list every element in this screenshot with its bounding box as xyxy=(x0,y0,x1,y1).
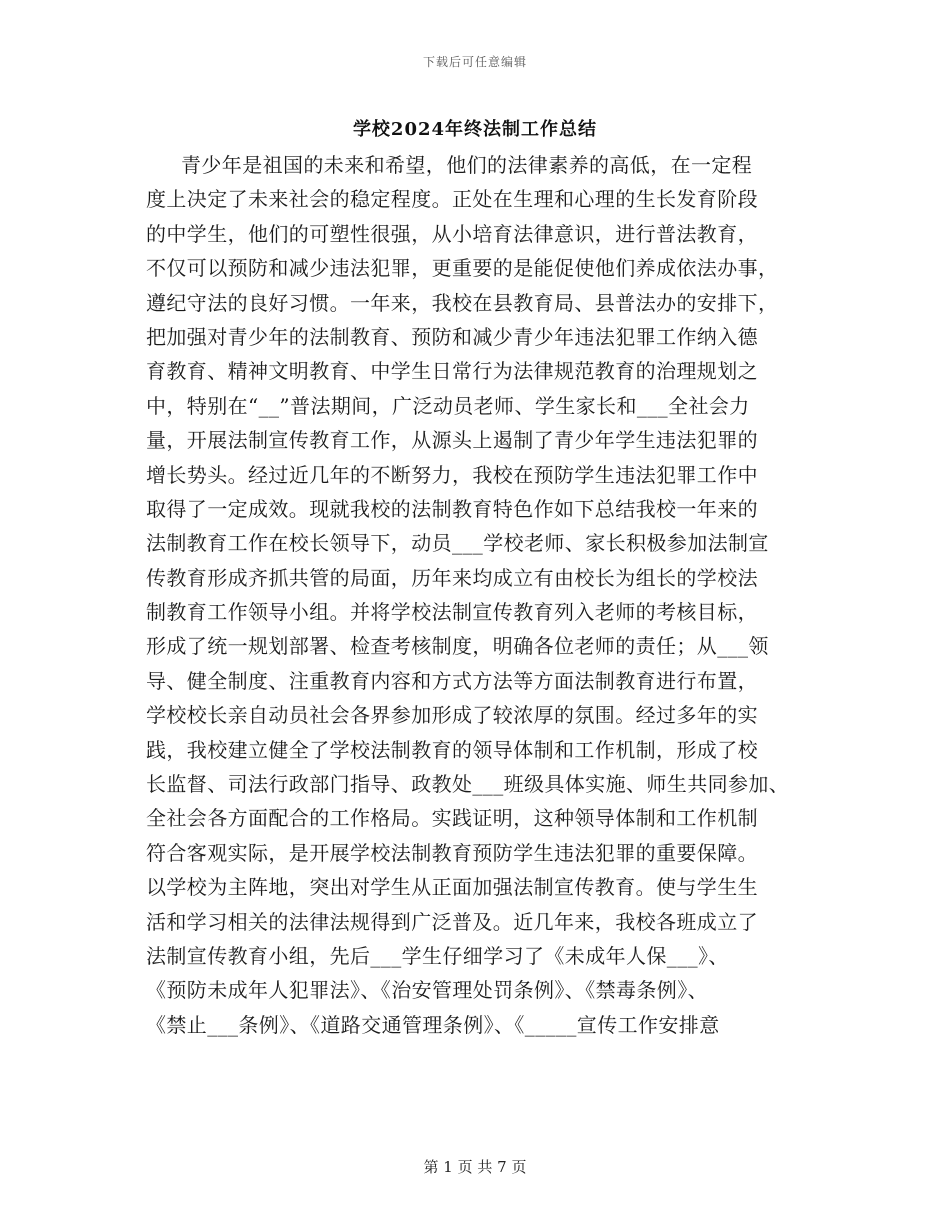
body-line: 《预防未成年人犯罪法》、《治安管理处罚条例》、《禁毒条例》、 xyxy=(146,978,708,1003)
body-line: 的中学生，他们的可塑性很强，从小培育法律意识，进行普法教育， xyxy=(146,221,758,246)
body-line: 度上决定了未来社会的稳定程度。正处在生理和心理的生长发育阶段 xyxy=(146,187,758,212)
page-number: 第 1 页 共 7 页 xyxy=(423,1158,527,1176)
document-title: 学校2024年终法制工作总结 xyxy=(352,119,598,140)
body-line: 青少年是祖国的未来和希望，他们的法律素养的高低，在一定程 xyxy=(181,153,753,177)
body-line: 《禁止___条例》、《道路交通管理条例》、《_____宣传工作安排意 xyxy=(146,1012,720,1037)
body-line: 以学校为主阵地，突出对学生从正面加强法制宣传教育。使与学生生 xyxy=(146,875,758,900)
body-line: 符合客观实际，是开展学校法制教育预防学生违法犯罪的重要保障。 xyxy=(146,840,758,865)
body-line: 法制教育工作在校长领导下，动员___学校老师、家长积极参加法制宣 xyxy=(146,531,769,556)
body-line: 量，开展法制宣传教育工作，从源头上遏制了青少年学生违法犯罪的 xyxy=(146,428,758,453)
body-line: 形成了统一规划部署、检查考核制度，明确各位老师的责任；从___领 xyxy=(146,634,769,659)
body-line: 增长势头。经过近几年的不断努力，我校在预防学生违法犯罪工作中 xyxy=(146,462,758,487)
body-line: 取得了一定成效。现就我校的法制教育特色作如下总结我校一年来的 xyxy=(146,496,758,521)
body-line: 践，我校建立健全了学校法制教育的领导体制和工作机制，形成了校 xyxy=(146,737,758,762)
body-line: 育教育、精神文明教育、中学生日常行为法律规范教育的治理规划之 xyxy=(146,359,758,384)
body-line: 传教育形成齐抓共管的局面，历年来均成立有由校长为组长的学校法 xyxy=(146,565,758,590)
body-line: 法制宣传教育小组，先后___学生仔细学习了《未成年人保___》、 xyxy=(146,943,729,968)
page-header-note: 下载后可任意编辑 xyxy=(422,55,527,69)
body-line: 遵纪守法的良好习惯。一年来，我校在县教育局、县普法办的安排下， xyxy=(146,290,779,315)
body-line: 中，特别在“__”普法期间，广泛动员老师、学生家长和___全社会力 xyxy=(146,393,750,418)
body-line: 把加强对青少年的法制教育、预防和减少青少年违法犯罪工作纳入德 xyxy=(146,324,758,349)
body-line: 全社会各方面配合的工作格局。实践证明，这种领导体制和工作机制 xyxy=(146,806,758,831)
body-line: 导、健全制度、注重教育内容和方式方法等方面法制教育进行布置， xyxy=(146,668,758,693)
body-line: 活和学习相关的法律法规得到广泛普及。近几年来，我校各班成立了 xyxy=(146,909,758,934)
document-body xyxy=(146,148,826,1042)
body-line: 制教育工作领导小组。并将学校法制宣传教育列入老师的考核目标， xyxy=(146,600,758,625)
body-line: 长监督、司法行政部门指导、政教处___班级具体实施、师生共同参加、 xyxy=(146,772,790,797)
body-line: 学校校长亲自动员社会各界参加形成了较浓厚的氛围。经过多年的实 xyxy=(146,703,758,728)
body-line: 不仅可以预防和减少违法犯罪，更重要的是能促使他们养成依法办事， xyxy=(146,256,779,281)
